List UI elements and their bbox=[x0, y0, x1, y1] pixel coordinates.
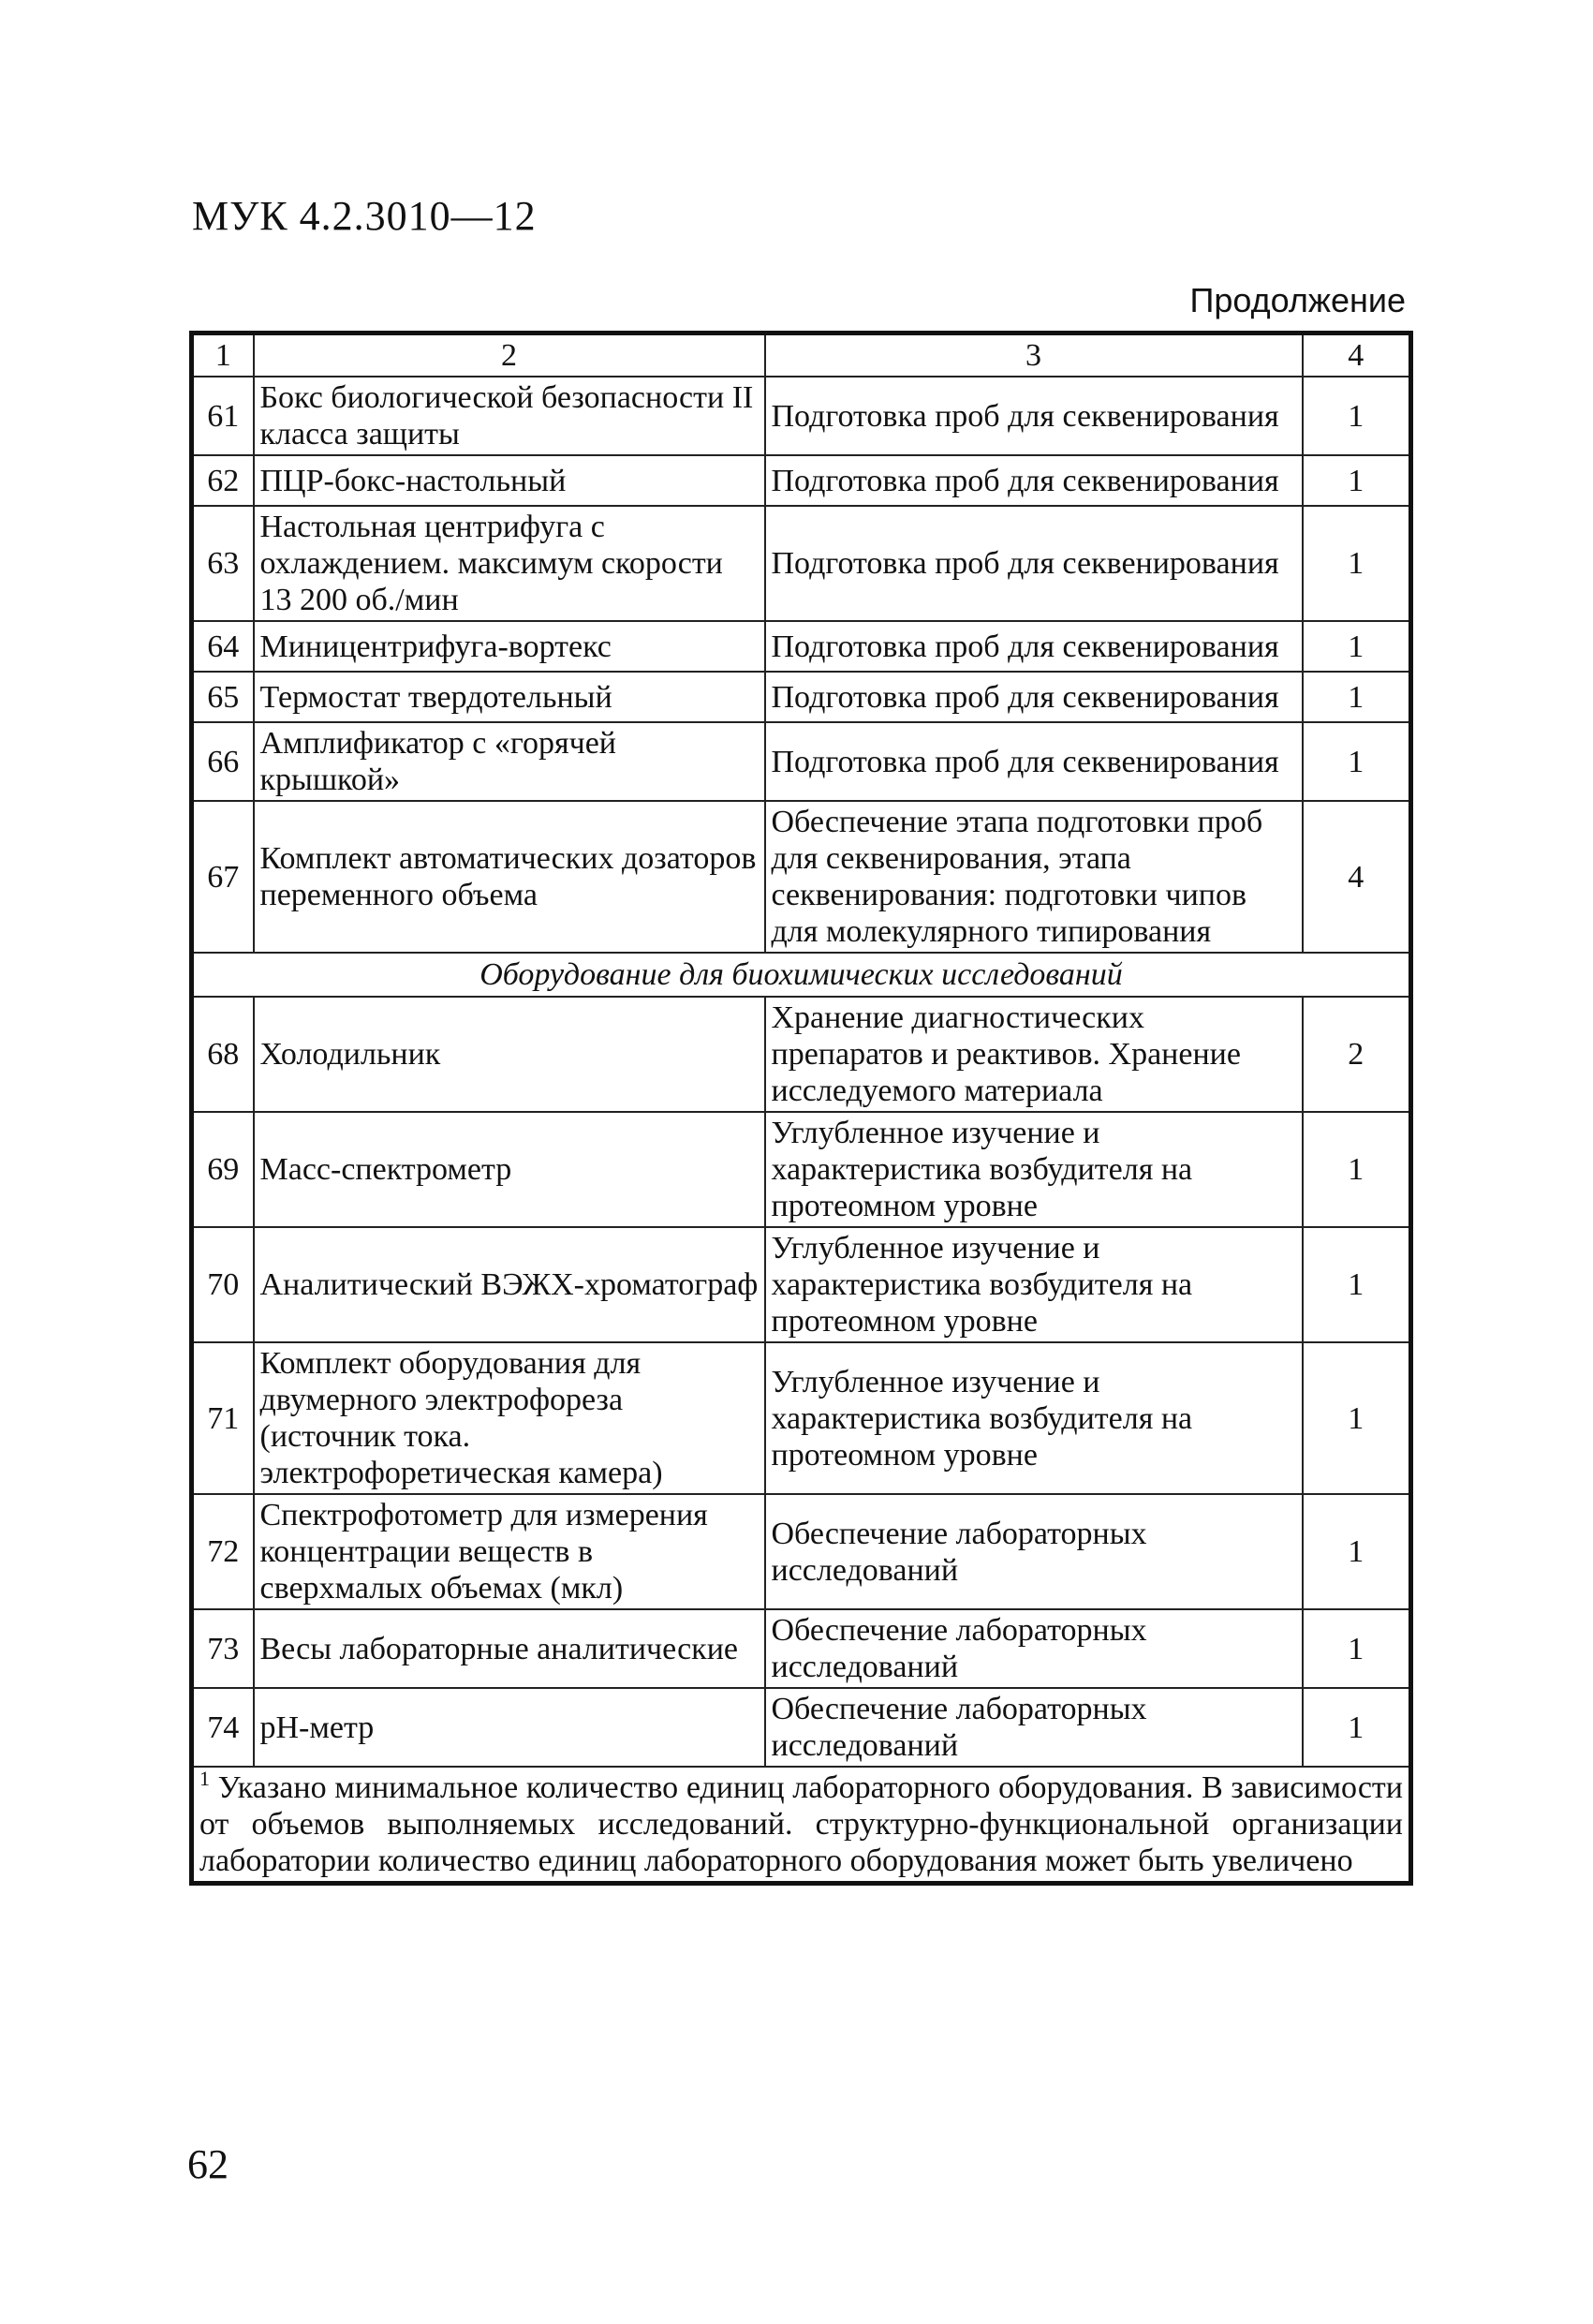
equipment-name: Холодильник bbox=[254, 997, 765, 1112]
table-row bbox=[192, 621, 1411, 672]
equipment-name: Миницентрифуга-вортекс bbox=[254, 621, 765, 672]
equipment-quantity: 1 bbox=[1303, 1609, 1411, 1688]
equipment-name: Комплект оборудования для двумерного электрофореза (источник тока. электрофоретическая камера) bbox=[254, 1342, 765, 1494]
equipment-table bbox=[189, 331, 1413, 1886]
row-number: 66 bbox=[192, 722, 254, 801]
equipment-purpose: Обеспечение лабораторных исследований bbox=[765, 1688, 1303, 1767]
equipment-purpose: Подготовка проб для секвенирования bbox=[765, 722, 1303, 801]
equipment-purpose: Подготовка проб для секвенирования bbox=[765, 455, 1303, 506]
equipment-quantity: 1 bbox=[1303, 672, 1411, 722]
equipment-name: ПЦР-бокс-настольный bbox=[254, 455, 765, 506]
equipment-purpose: Обеспечение лабораторных исследований bbox=[765, 1609, 1303, 1688]
equipment-purpose: Подготовка проб для секвенирования bbox=[765, 506, 1303, 621]
row-number: 63 bbox=[192, 506, 254, 621]
equipment-quantity: 1 bbox=[1303, 506, 1411, 621]
equipment-name: Аналитический ВЭЖХ-хроматограф bbox=[254, 1227, 765, 1342]
equipment-name: Весы лабораторные аналитические bbox=[254, 1609, 765, 1688]
table-row bbox=[192, 997, 1411, 1112]
equipment-name: Бокс биологической безопасности II класса защиты bbox=[254, 377, 765, 455]
equipment-purpose: Хранение диагностических препаратов и реактивов. Хранение исследуемого материала bbox=[765, 997, 1303, 1112]
table-row bbox=[192, 1609, 1411, 1688]
equipment-purpose: Подготовка проб для секвенирования bbox=[765, 621, 1303, 672]
equipment-purpose: Углубленное изучение и характеристика возбудителя на протеомном уровне bbox=[765, 1342, 1303, 1494]
equipment-quantity: 1 bbox=[1303, 1342, 1411, 1494]
equipment-purpose: Углубленное изучение и характеристика возбудителя на протеомном уровне bbox=[765, 1227, 1303, 1342]
document-code: МУК 4.2.3010—12 bbox=[192, 193, 537, 239]
footnote-mark: 1 bbox=[199, 1767, 210, 1790]
equipment-name: Комплект автоматических дозаторов переменного объема bbox=[254, 801, 765, 953]
equipment-quantity: 1 bbox=[1303, 722, 1411, 801]
page-number: 62 bbox=[187, 2141, 229, 2187]
row-number: 64 bbox=[192, 621, 254, 672]
equipment-name: рН-метр bbox=[254, 1688, 765, 1767]
equipment-quantity: 1 bbox=[1303, 1112, 1411, 1227]
column-header: 1 bbox=[192, 333, 254, 377]
row-number: 70 bbox=[192, 1227, 254, 1342]
table-row bbox=[192, 1227, 1411, 1342]
table-row bbox=[192, 1494, 1411, 1609]
equipment-name: Настольная центрифуга с охлаждением. максимум скорости 13 200 об./мин bbox=[254, 506, 765, 621]
table-row bbox=[192, 377, 1411, 455]
equipment-purpose: Обеспечение лабораторных исследований bbox=[765, 1494, 1303, 1609]
equipment-name: Амплификатор с «горячей крышкой» bbox=[254, 722, 765, 801]
equipment-quantity: 2 bbox=[1303, 997, 1411, 1112]
equipment-quantity: 1 bbox=[1303, 621, 1411, 672]
equipment-name: Термостат твердотельный bbox=[254, 672, 765, 722]
footnote-text: Указано минимальное количество единиц лабораторного оборудования. В зависимости от объемов выполняемых исследований. структурно-функциональной организации лаборатории количество единиц лабораторного оборудования может быть увеличено bbox=[199, 1770, 1403, 1878]
column-header: 2 bbox=[254, 333, 765, 377]
equipment-purpose: Обеспечение этапа подготовки проб для секвенирования, этапа секвенирования: подготовки чипов для молекулярного типирования bbox=[765, 801, 1303, 953]
table-row bbox=[192, 722, 1411, 801]
row-number: 71 bbox=[192, 1342, 254, 1494]
row-number: 72 bbox=[192, 1494, 254, 1609]
equipment-purpose: Подготовка проб для секвенирования bbox=[765, 377, 1303, 455]
equipment-quantity: 1 bbox=[1303, 1494, 1411, 1609]
table-row bbox=[192, 672, 1411, 722]
footnote bbox=[192, 1767, 1411, 1884]
equipment-quantity: 1 bbox=[1303, 1227, 1411, 1342]
row-number: 61 bbox=[192, 377, 254, 455]
row-number: 68 bbox=[192, 997, 254, 1112]
row-number: 62 bbox=[192, 455, 254, 506]
column-header: 4 bbox=[1303, 333, 1411, 377]
table-row bbox=[192, 1342, 1411, 1494]
equipment-quantity: 1 bbox=[1303, 377, 1411, 455]
footnote-row bbox=[192, 1767, 1411, 1884]
equipment-name: Спектрофотометр для измерения концентрации веществ в сверхмалых объемах (мкл) bbox=[254, 1494, 765, 1609]
row-number: 67 bbox=[192, 801, 254, 953]
equipment-name: Масс-спектрометр bbox=[254, 1112, 765, 1227]
column-number-row bbox=[192, 333, 1411, 377]
table-row bbox=[192, 506, 1411, 621]
continuation-label: Продолжение bbox=[1189, 281, 1406, 319]
row-number: 73 bbox=[192, 1609, 254, 1688]
table-row bbox=[192, 1112, 1411, 1227]
equipment-purpose: Подготовка проб для секвенирования bbox=[765, 672, 1303, 722]
equipment-quantity: 1 bbox=[1303, 1688, 1411, 1767]
row-number: 65 bbox=[192, 672, 254, 722]
table-row bbox=[192, 801, 1411, 953]
row-number: 74 bbox=[192, 1688, 254, 1767]
section-row bbox=[192, 953, 1411, 997]
row-number: 69 bbox=[192, 1112, 254, 1227]
table-row bbox=[192, 455, 1411, 506]
table-row bbox=[192, 1688, 1411, 1767]
equipment-purpose: Углубленное изучение и характеристика возбудителя на протеомном уровне bbox=[765, 1112, 1303, 1227]
equipment-quantity: 4 bbox=[1303, 801, 1411, 953]
column-header: 3 bbox=[765, 333, 1303, 377]
section-title: Оборудование для биохимических исследований bbox=[192, 953, 1411, 997]
equipment-quantity: 1 bbox=[1303, 455, 1411, 506]
